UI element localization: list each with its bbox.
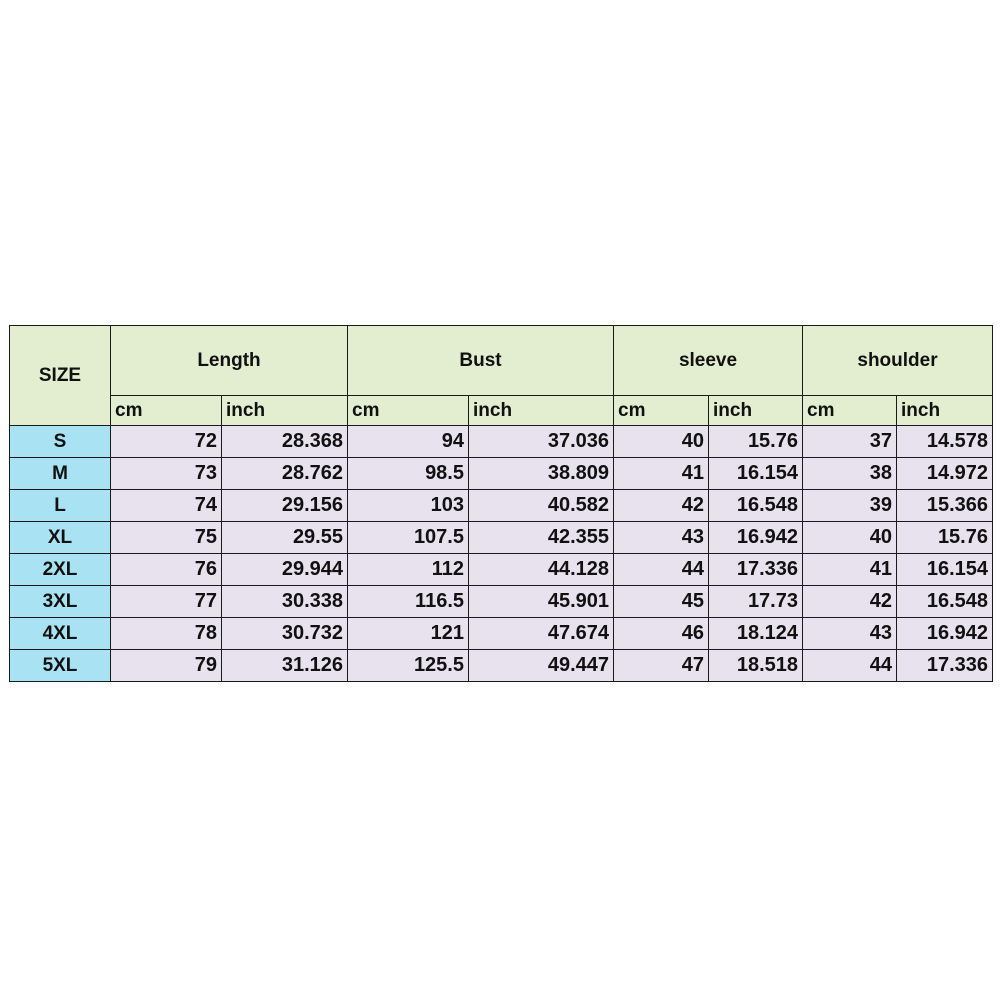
value-cell: 116.5 — [348, 586, 469, 618]
value-cell: 18.518 — [709, 650, 803, 682]
value-cell: 41 — [803, 554, 897, 586]
value-cell: 42 — [803, 586, 897, 618]
value-cell: 40 — [614, 426, 709, 458]
value-cell: 38.809 — [469, 458, 614, 490]
value-cell: 78 — [111, 618, 222, 650]
size-label-cell: XL — [10, 522, 111, 554]
size-label-cell: M — [10, 458, 111, 490]
value-cell: 112 — [348, 554, 469, 586]
value-cell: 16.548 — [897, 586, 993, 618]
value-cell: 45 — [614, 586, 709, 618]
value-cell: 18.124 — [709, 618, 803, 650]
value-cell: 47 — [614, 650, 709, 682]
value-cell: 94 — [348, 426, 469, 458]
value-cell: 74 — [111, 490, 222, 522]
table-row — [10, 586, 993, 618]
value-cell: 17.73 — [709, 586, 803, 618]
value-cell: 37.036 — [469, 426, 614, 458]
value-cell: 125.5 — [348, 650, 469, 682]
value-cell: 49.447 — [469, 650, 614, 682]
value-cell: 38 — [803, 458, 897, 490]
value-cell: 42 — [614, 490, 709, 522]
value-cell: 79 — [111, 650, 222, 682]
value-cell: 42.355 — [469, 522, 614, 554]
unit-header: inch — [222, 396, 348, 426]
size-label-cell: L — [10, 490, 111, 522]
group-header-bust: Bust — [348, 326, 614, 396]
value-cell: 16.942 — [709, 522, 803, 554]
unit-header: inch — [469, 396, 614, 426]
value-cell: 17.336 — [897, 650, 993, 682]
unit-header: cm — [111, 396, 222, 426]
value-cell: 39 — [803, 490, 897, 522]
value-cell: 29.156 — [222, 490, 348, 522]
value-cell: 43 — [614, 522, 709, 554]
size-label-cell: S — [10, 426, 111, 458]
value-cell: 30.338 — [222, 586, 348, 618]
group-header-shoulder: shoulder — [803, 326, 993, 396]
value-cell: 46 — [614, 618, 709, 650]
table-row — [10, 490, 993, 522]
size-header: SIZE — [10, 326, 111, 426]
value-cell: 98.5 — [348, 458, 469, 490]
value-cell: 37 — [803, 426, 897, 458]
size-label-cell: 2XL — [10, 554, 111, 586]
value-cell: 44 — [803, 650, 897, 682]
value-cell: 15.366 — [897, 490, 993, 522]
group-header-sleeve: sleeve — [614, 326, 803, 396]
size-label-cell: 5XL — [10, 650, 111, 682]
value-cell: 15.76 — [709, 426, 803, 458]
size-label-cell: 3XL — [10, 586, 111, 618]
unit-header: inch — [709, 396, 803, 426]
size-chart-table — [9, 325, 993, 682]
group-header-length: Length — [111, 326, 348, 396]
value-cell: 45.901 — [469, 586, 614, 618]
value-cell: 121 — [348, 618, 469, 650]
value-cell: 16.154 — [897, 554, 993, 586]
group-header-row — [10, 326, 993, 396]
value-cell: 40.582 — [469, 490, 614, 522]
value-cell: 41 — [614, 458, 709, 490]
value-cell: 30.732 — [222, 618, 348, 650]
unit-header: cm — [803, 396, 897, 426]
value-cell: 103 — [348, 490, 469, 522]
value-cell: 75 — [111, 522, 222, 554]
unit-header: inch — [897, 396, 993, 426]
value-cell: 15.76 — [897, 522, 993, 554]
value-cell: 14.578 — [897, 426, 993, 458]
table-row — [10, 458, 993, 490]
value-cell: 14.972 — [897, 458, 993, 490]
value-cell: 47.674 — [469, 618, 614, 650]
table-row — [10, 650, 993, 682]
value-cell: 16.942 — [897, 618, 993, 650]
value-cell: 107.5 — [348, 522, 469, 554]
table-row — [10, 426, 993, 458]
value-cell: 44 — [614, 554, 709, 586]
size-label-cell: 4XL — [10, 618, 111, 650]
unit-header: cm — [614, 396, 709, 426]
value-cell: 16.154 — [709, 458, 803, 490]
table-row — [10, 618, 993, 650]
table-row — [10, 522, 993, 554]
value-cell: 40 — [803, 522, 897, 554]
value-cell: 29.55 — [222, 522, 348, 554]
value-cell: 73 — [111, 458, 222, 490]
value-cell: 72 — [111, 426, 222, 458]
value-cell: 43 — [803, 618, 897, 650]
table-row — [10, 554, 993, 586]
unit-header-row — [10, 396, 993, 426]
value-cell: 28.368 — [222, 426, 348, 458]
value-cell: 44.128 — [469, 554, 614, 586]
value-cell: 29.944 — [222, 554, 348, 586]
value-cell: 28.762 — [222, 458, 348, 490]
value-cell: 31.126 — [222, 650, 348, 682]
value-cell: 16.548 — [709, 490, 803, 522]
value-cell: 76 — [111, 554, 222, 586]
value-cell: 77 — [111, 586, 222, 618]
value-cell: 17.336 — [709, 554, 803, 586]
unit-header: cm — [348, 396, 469, 426]
